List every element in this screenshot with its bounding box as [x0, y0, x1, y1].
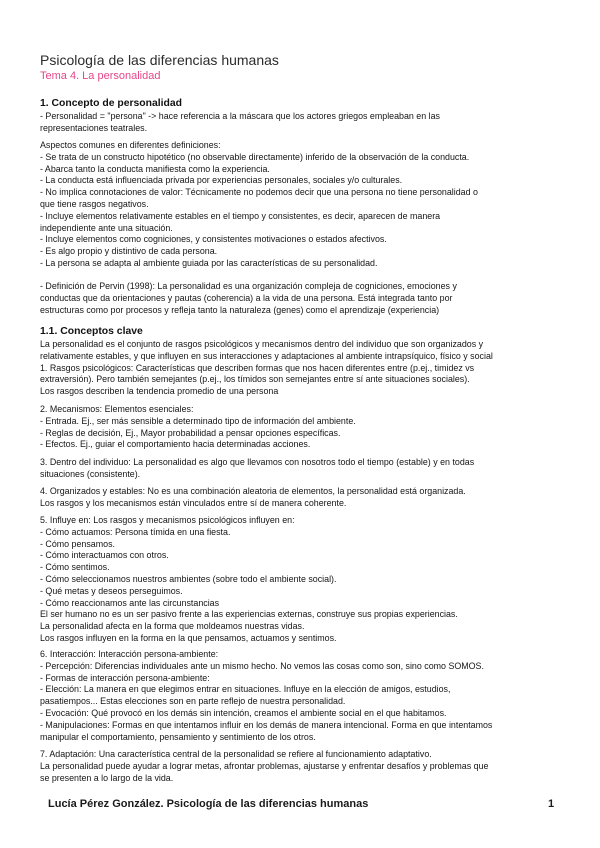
list-item: - Formas de interacción persona-ambiente: [40, 672, 210, 683]
text-line: La personalidad afecta en la forma que moldeamos nuestras vidas. [40, 621, 305, 632]
text-line: 7. Adaptación: Una característica central de la personalidad se refiere al funcionamiento adaptativo. [40, 749, 432, 759]
list-item: - Incluye elementos como cogniciones, y consistentes motivaciones o estados afectivos. [40, 234, 387, 245]
text-line: estructuras como por procesos y refleja tanto la naturaleza (genes) como el aprendizaje (experiencia) [40, 304, 440, 315]
organized-stable-block [40, 486, 466, 510]
list-item: - Evocación: Qué provocó en los demás sin intención, creamos el ambiente social en el que habitamos. [40, 707, 447, 718]
list-item: - Se trata de un constructo hipotético (no observable directamente) inferido de la observación de la conducta. [40, 151, 470, 162]
text-line: relativamente estables, y que influyen en sus interacciones y adaptaciones al ambiente intrapsíquico, físico y social [40, 350, 493, 361]
list-item: - Cómo sentimos. [40, 562, 110, 573]
text-line: Los rasgos describen la tendencia promedio de una persona [40, 386, 279, 397]
document-subtitle: Tema 4. La personalidad [40, 70, 161, 82]
text-line: extraversión). Pero también semejantes (p.ej., los tímidos son semejantes entre sí ante situaciones sociales). [40, 374, 470, 385]
list-item: - La persona se adapta al ambiente guiada por las características de su personalidad. [40, 257, 378, 268]
text-line: conductas que da orientaciones y pautas (coherencia) a la vida de una persona. Está integrada tanto por [40, 292, 453, 303]
text-line: La personalidad puede ayudar a lograr metas, afrontar problemas, ajustarse y enfrentar desafíos y problemas que [40, 760, 489, 771]
text-line: 3. Dentro del individuo: La personalidad es algo que llevamos con nosotros todo el tiempo (estable) y en todas [40, 457, 475, 467]
list-item: - Cómo seleccionamos nuestros ambientes (sobre todo el ambiente social). [40, 573, 337, 584]
list-item: - Qué metas y deseos perseguimos. [40, 585, 183, 596]
influences-block [40, 515, 458, 645]
list-item: - Cómo actuamos: Persona tímida en una fiesta. [40, 526, 231, 537]
section-heading-concept: 1. Concepto de personalidad [40, 98, 183, 109]
within-individual-block [40, 457, 474, 481]
section-heading-key-concepts: 1.1. Conceptos clave [40, 326, 143, 337]
footer-author-line: Lucía Pérez González. Psicología de las diferencias humanas [48, 798, 369, 810]
text-line: que tiene rasgos negativos. [40, 198, 149, 209]
pervin-definition-block [40, 281, 457, 316]
mechanisms-block [40, 404, 356, 451]
text-line: - Definición de Pervin (1998): La personalidad es una organización compleja de cogniciones, emociones y [40, 281, 457, 291]
text-line: 4. Organizados y estables: No es una combinación aleatoria de elementos, la personalidad está organizada. [40, 486, 466, 496]
list-item: - Efectos. Ej., guiar el comportamiento hacia determinadas acciones. [40, 439, 311, 450]
text-line: Aspectos comunes en diferentes definiciones: [40, 140, 221, 150]
text-line: El ser humano no es un ser pasivo frente a las experiencias externas, construye sus propias experiencias. [40, 609, 458, 620]
text-line: 6. Interacción: Interacción persona-ambiente: [40, 649, 219, 659]
text-line: Los rasgos influyen en la forma en la que pensamos, actuamos y sentimos. [40, 632, 337, 643]
list-item: - La conducta está influenciada privada por experiencias personales, sociales y/o culturales. [40, 175, 403, 186]
text-line: 1. Rasgos psicológicos: Características que describen formas que nos hacen diferentes entre (p.ej., timidez vs [40, 362, 475, 373]
list-item: - Cómo interactuamos con otros. [40, 550, 169, 561]
list-item: - Percepción: Diferencias individuales ante un mismo hecho. No vemos las cosas como son, sino como SOMOS. [40, 660, 484, 671]
text-line: 2. Mecanismos: Elementos esenciales: [40, 404, 194, 414]
document-title: Psicología de las diferencias humanas [40, 52, 279, 68]
text-line: 5. Influye en: Los rasgos y mecanismos psicológicos influyen en: [40, 515, 295, 525]
text-line: - Personalidad = "persona" -> hace referencia a la máscara que los actores griegos empleaban en las [40, 111, 440, 121]
text-line: Los rasgos y los mecanismos están vinculados entre sí de manera coherente. [40, 497, 347, 508]
list-item: - Cómo reaccionamos ante las circunstancias [40, 597, 220, 608]
text-line: manipular el comportamiento, pensamiento y sentimiento de los otros. [40, 731, 316, 742]
list-item: - Abarca tanto la conducta manifiesta como la experiencia. [40, 163, 270, 174]
list-item: - Elección: La manera en que elegimos entrar en situaciones. Influye en la elección de amigos, estudios, [40, 684, 451, 695]
adaptation-block [40, 749, 488, 784]
concept-intro-block [40, 111, 440, 135]
text-line: La personalidad es el conjunto de rasgos psicológicos y mecanismos dentro del individuo que son organizados y [40, 339, 484, 349]
key-definition-block [40, 339, 493, 398]
list-item: - Es algo propio y distintivo de cada persona. [40, 246, 218, 257]
text-line: pasatiempos... Estas elecciones son en parte reflejo de nuestra personalidad. [40, 696, 346, 707]
list-item: - Incluye elementos relativamente estables en el tiempo y consistentes, es decir, aparecen de manera [40, 210, 441, 221]
text-line: representaciones teatrales. [40, 122, 148, 133]
list-item: - Reglas de decisión, Ej., Mayor probabilidad a pensar opciones específicas. [40, 427, 341, 438]
text-line: se presenten a lo largo de la vida. [40, 772, 174, 783]
list-item: - Manipulaciones: Formas en que intentamos influir en los demás de manera intencional. Forma en que intentamos [40, 719, 493, 730]
list-item: - Cómo pensamos. [40, 538, 115, 549]
page-number: 1 [548, 798, 555, 810]
common-aspects-block [40, 140, 478, 270]
interaction-block [40, 649, 492, 743]
text-line: situaciones (consistente). [40, 468, 141, 479]
list-item: - Entrada. Ej., ser más sensible a determinado tipo de información del ambiente. [40, 415, 356, 426]
list-item: - No implica connotaciones de valor: Técnicamente no podemos decir que una persona no tiene personalidad o [40, 187, 478, 198]
text-line: independiente ante una situación. [40, 222, 173, 233]
